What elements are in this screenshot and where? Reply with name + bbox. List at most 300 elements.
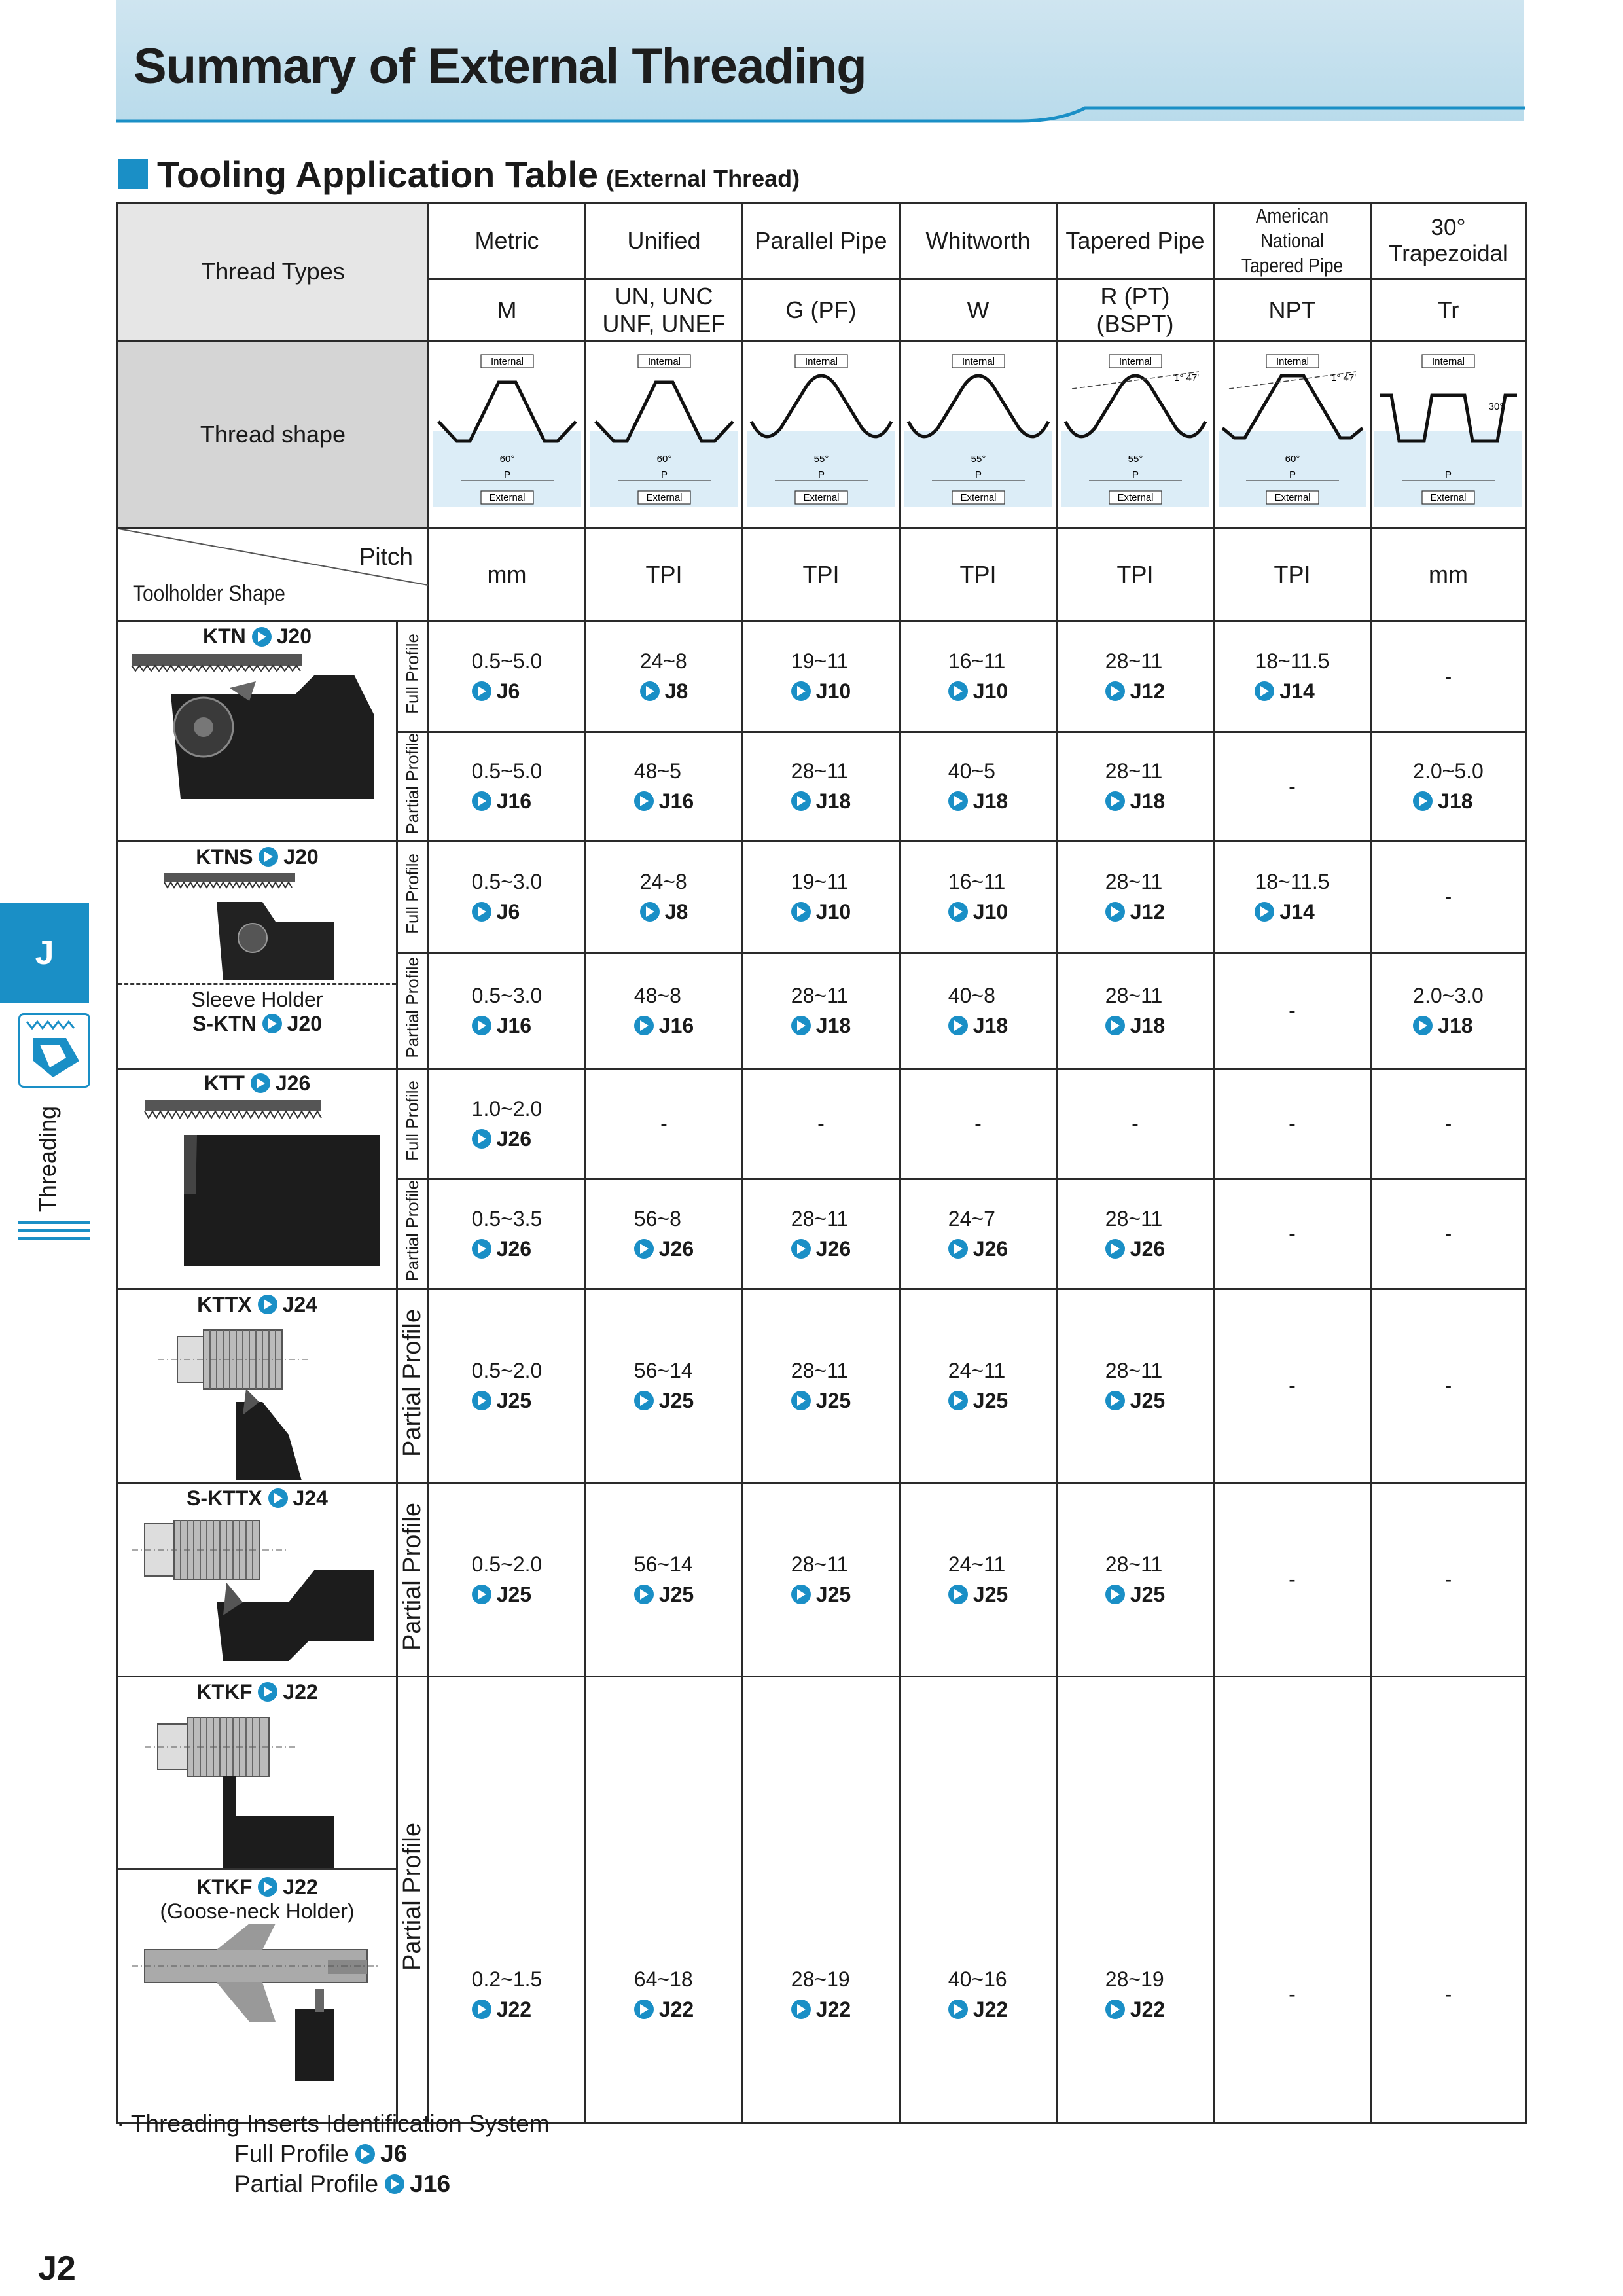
- chapter-tab[interactable]: J: [0, 903, 89, 1003]
- page-ref: J14: [1279, 899, 1315, 924]
- page-ref: J18: [815, 789, 851, 814]
- value-cell: [1214, 1179, 1371, 1289]
- svg-text:Internal: Internal: [804, 356, 838, 367]
- internal-label: [1109, 355, 1162, 368]
- internal-label: [481, 355, 533, 368]
- internal-label: [952, 355, 1005, 368]
- thread-types-header: Thread Types: [118, 203, 429, 341]
- page-ref-link[interactable]: [948, 1579, 1008, 1609]
- page-ref-link[interactable]: [791, 1234, 851, 1264]
- value-cell: [743, 1289, 900, 1482]
- ref-arrow-icon: [791, 2000, 811, 2019]
- ref-arrow-icon: [948, 791, 968, 811]
- holder-label: [118, 1680, 396, 1704]
- thread-profile-diagram: [902, 350, 1055, 513]
- cell-content: [791, 1549, 851, 1610]
- profile-cell: [397, 1289, 429, 1482]
- page-ref-link[interactable]: [948, 1994, 1008, 2024]
- svg-text:Internal: Internal: [1431, 356, 1465, 367]
- cell-content: [472, 756, 543, 817]
- page-ref-link[interactable]: [640, 676, 688, 706]
- cell-content: [634, 1549, 694, 1610]
- page-ref: J18: [1438, 1013, 1473, 1037]
- pitch-range: 28~11: [1105, 1206, 1163, 1230]
- page-ref: J26: [815, 1236, 851, 1261]
- holder-name: S-KTN: [192, 1011, 257, 1035]
- page-ref-link[interactable]: [1255, 897, 1314, 927]
- pitch-range: 28~19: [791, 1967, 850, 1991]
- pitch-range: 40~8: [948, 983, 995, 1007]
- value-cell: [1371, 841, 1526, 952]
- page-number: J2: [38, 2250, 76, 2287]
- sleeve-holder-label: Sleeve Holder: [191, 987, 323, 1011]
- pitch-range: 24~8: [639, 649, 687, 673]
- ref-arrow-icon: [948, 902, 968, 922]
- external-label: [1266, 491, 1319, 504]
- thread-angle-label: 55°: [971, 454, 986, 465]
- value-cell: [743, 621, 900, 732]
- internal-label: [1422, 355, 1474, 368]
- ref-arrow-icon: [791, 681, 811, 701]
- goose-neck-block: [118, 1868, 396, 2081]
- page-ref-link[interactable]: [634, 1234, 694, 1264]
- holder-ref[interactable]: J20: [287, 1011, 323, 1035]
- pitch-range: 56~8: [633, 1206, 681, 1230]
- page-ref: J25: [815, 1582, 851, 1606]
- holder-name: KTN: [202, 624, 246, 648]
- ref-arrow-icon: [948, 1391, 968, 1410]
- pitch-range: -: [1289, 1374, 1296, 1398]
- sleeve-holder-block: [118, 983, 396, 1036]
- pitch-range: 24~11: [948, 1552, 1006, 1576]
- ref-arrow-icon: [948, 1239, 968, 1259]
- section-subtitle: (External Thread): [606, 165, 800, 192]
- internal-label: [1266, 355, 1319, 368]
- ref-arrow-icon: [634, 2000, 654, 2019]
- page-ref-link[interactable]: [634, 1994, 694, 2024]
- page-ref: J10: [815, 679, 851, 703]
- external-label: [638, 491, 690, 504]
- ref-arrow-icon: [1255, 902, 1274, 922]
- page-ref-link[interactable]: [948, 1011, 1008, 1041]
- ref-arrow-icon: [1105, 2000, 1125, 2019]
- page-ref-link[interactable]: [1105, 1994, 1165, 2024]
- shape-cell-metric: [429, 341, 586, 528]
- page-ref: J22: [1130, 1997, 1166, 2021]
- cell-content: [640, 646, 688, 707]
- page-ref-link[interactable]: [640, 897, 688, 927]
- value-cell: [1214, 621, 1371, 732]
- pitch-unit: TPI: [1057, 528, 1214, 621]
- cell-content: [1255, 867, 1329, 927]
- thread-profile-diagram: [745, 350, 898, 513]
- pitch-range: 16~11: [948, 869, 1006, 893]
- value-cell: [429, 952, 586, 1069]
- page-ref: J6: [496, 679, 520, 703]
- profile-label: Full Profile: [402, 1081, 422, 1162]
- page-ref-link[interactable]: [948, 1234, 1008, 1264]
- ref-arrow-icon: [791, 1239, 811, 1259]
- page-ref-link[interactable]: [1105, 786, 1165, 816]
- value-cell: [1057, 952, 1214, 1069]
- ref-arrow-icon: [640, 902, 660, 922]
- skttx-holder-image: [118, 1511, 393, 1674]
- page-ref-link[interactable]: [948, 1386, 1008, 1416]
- pitch-unit: TPI: [900, 528, 1057, 621]
- pitch-range: 18~11.5: [1255, 869, 1330, 893]
- pitch-range: -: [1444, 664, 1452, 689]
- pitch-range: -: [1444, 1982, 1452, 2007]
- pitch-range: 2.0~3.0: [1413, 983, 1484, 1007]
- thread-profile-diagram: [431, 350, 584, 513]
- shape-cell-npt: [1214, 341, 1371, 528]
- pitch-range: 64~18: [633, 1967, 693, 1991]
- external-label: [481, 491, 533, 504]
- value-cell: [1371, 1676, 1526, 2123]
- external-label: [952, 491, 1005, 504]
- ref-arrow-icon: [1105, 1016, 1125, 1035]
- pitch-range: -: [1444, 1222, 1452, 1246]
- code-parallel-pipe: G (PF): [743, 279, 900, 341]
- section-title: Tooling Application Table: [157, 153, 599, 195]
- code-unified: [586, 279, 743, 341]
- cell-content: [1413, 980, 1484, 1041]
- ref-arrow-icon: [472, 1391, 491, 1410]
- page-ref: J16: [658, 789, 694, 814]
- profile-cell: [397, 1069, 429, 1179]
- cell-content: [634, 1355, 694, 1416]
- page-ref-link[interactable]: [948, 676, 1008, 706]
- page-ref-link[interactable]: [1413, 1011, 1472, 1041]
- page-ref-link[interactable]: [1105, 1579, 1165, 1609]
- page-ref-link[interactable]: [791, 676, 851, 706]
- holder-ref[interactable]: J26: [275, 1071, 311, 1095]
- thread-profile-diagram: [588, 350, 741, 513]
- svg-text:Internal: Internal: [490, 356, 524, 367]
- cell-content: [660, 1109, 668, 1139]
- pitch-range: 28~11: [791, 759, 849, 783]
- value-cell: [586, 732, 743, 842]
- ref-arrow-icon: [948, 2000, 968, 2019]
- shape-cell-unified: [586, 341, 743, 528]
- footnote-title: · Threading Inserts Identification System: [116, 2110, 550, 2137]
- pitch-holder-header: [118, 528, 429, 621]
- cell-content: [1105, 867, 1165, 927]
- ref-arrow-icon: [472, 1585, 491, 1604]
- cell-content: [948, 756, 1008, 817]
- ref-arrow-icon: [258, 1877, 277, 1897]
- profile-cell: [397, 1676, 429, 2123]
- pitch-range: 0.5~5.0: [471, 759, 543, 783]
- diagonal-divider: [118, 529, 428, 620]
- page-ref-link[interactable]: [791, 897, 851, 927]
- page-ref-link[interactable]: [1105, 1011, 1165, 1041]
- footnote-full-label: Full Profile: [234, 2140, 349, 2167]
- page-ref-link[interactable]: [634, 1579, 694, 1609]
- cell-content: [948, 1549, 1008, 1610]
- page-ref-link[interactable]: [634, 786, 694, 816]
- value-cell: [900, 1179, 1057, 1289]
- col-parallel-pipe: Parallel Pipe: [743, 203, 900, 279]
- page-ref: J25: [658, 1582, 694, 1606]
- page-ref-link[interactable]: [472, 1124, 531, 1154]
- page-ref-link[interactable]: [791, 786, 851, 816]
- value-cell: [1057, 1179, 1214, 1289]
- pitch-unit: mm: [1371, 528, 1526, 621]
- thread-angle-label: 55°: [1128, 454, 1143, 465]
- holder-label: [118, 845, 396, 869]
- ref-arrow-icon: [791, 902, 811, 922]
- value-cell: [1371, 1069, 1526, 1179]
- page-ref: J16: [496, 1013, 532, 1037]
- cell-content: [472, 980, 543, 1041]
- col-unified: Unified: [586, 203, 743, 279]
- ref-arrow-icon: [948, 681, 968, 701]
- value-cell: [586, 841, 743, 952]
- profile-label: Partial Profile: [399, 1822, 426, 1971]
- ref-arrow-icon: [634, 1391, 654, 1410]
- ref-arrow-icon: [251, 1073, 270, 1093]
- ref-arrow-icon: [258, 1295, 277, 1314]
- pitch-range: 16~11: [948, 649, 1006, 673]
- value-cell: [429, 841, 586, 952]
- thread-profile-diagram: [1372, 350, 1525, 513]
- code-trapezoidal: Tr: [1371, 279, 1526, 341]
- cell-content: [974, 1109, 982, 1139]
- cell-content: [791, 1964, 851, 2025]
- kttx-holder-image: [118, 1317, 393, 1480]
- value-cell: [429, 732, 586, 842]
- svg-text:External: External: [488, 492, 526, 503]
- pitch-symbol: P: [1444, 469, 1452, 480]
- page-ref-link[interactable]: [472, 1011, 531, 1041]
- page-ref: J16: [658, 1013, 694, 1037]
- svg-text:Internal: Internal: [1118, 356, 1152, 367]
- pitch-range: 28~19: [1105, 1967, 1164, 1991]
- ref-arrow-icon: [634, 1239, 654, 1259]
- cell-content: [472, 867, 543, 927]
- code-tapered-line2: (BSPT): [1096, 310, 1174, 337]
- pitch-range: 56~14: [633, 1358, 693, 1382]
- cell-content: [948, 1204, 1008, 1265]
- value-cell: [1214, 841, 1371, 952]
- ref-arrow-icon: [1105, 791, 1125, 811]
- pitch-range: 28~11: [1105, 759, 1163, 783]
- external-label: [1109, 491, 1162, 504]
- cell-content: [791, 980, 851, 1041]
- footnote-partial-ref[interactable]: J16: [410, 2170, 451, 2197]
- holder-ref[interactable]: J20: [283, 844, 319, 869]
- pitch-range: 24~7: [948, 1206, 995, 1230]
- page-ref-link[interactable]: [472, 1386, 531, 1416]
- ref-arrow-icon: [791, 1016, 811, 1035]
- value-cell: [900, 952, 1057, 1069]
- ref-arrow-icon: [791, 1585, 811, 1604]
- page-ref: J10: [972, 899, 1008, 924]
- pitch-unit: mm: [429, 528, 586, 621]
- footnote-full-ref[interactable]: J6: [380, 2140, 408, 2167]
- taper-angle-label: 1° 47': [1173, 372, 1199, 384]
- col-american-national-line1: American National: [1255, 204, 1329, 252]
- page-ref-link[interactable]: [791, 1011, 851, 1041]
- pitch-range: 0.5~3.0: [471, 869, 543, 893]
- pitch-range: -: [1289, 1112, 1296, 1136]
- holder-cell-ktt: [118, 1069, 397, 1289]
- value-cell: [1057, 1482, 1214, 1676]
- cell-content: [1445, 662, 1452, 692]
- pitch-range: 28~11: [1105, 1552, 1163, 1576]
- pitch-range: 1.0~2.0: [471, 1096, 543, 1121]
- ref-arrow-icon: [262, 1014, 282, 1033]
- value-cell: [1371, 1289, 1526, 1482]
- page-ref-link[interactable]: [472, 1234, 531, 1264]
- external-label: [1422, 491, 1474, 504]
- ref-arrow-icon: [1413, 791, 1433, 811]
- page-ref-link[interactable]: [791, 1994, 851, 2024]
- value-cell: [429, 1069, 586, 1179]
- thread-angle-label: 30°: [1488, 401, 1504, 412]
- value-cell: [1214, 1482, 1371, 1676]
- goose-neck-holder-image: [118, 1924, 393, 2081]
- col-american-national: [1214, 203, 1371, 279]
- page-ref-link[interactable]: [634, 1011, 694, 1041]
- page-ref-link[interactable]: [634, 1386, 694, 1416]
- page-ref: J18: [815, 1013, 851, 1037]
- cell-content: [1105, 1549, 1165, 1610]
- profile-cell: [397, 952, 429, 1069]
- pitch-range: 0.5~3.0: [471, 983, 543, 1007]
- page-ref-link[interactable]: [1105, 1234, 1165, 1264]
- page-ref-link[interactable]: [1105, 676, 1165, 706]
- holder-ref[interactable]: J24: [293, 1486, 328, 1510]
- value-cell: [1214, 1289, 1371, 1482]
- pitch-range: 24~8: [639, 869, 687, 893]
- page-ref-link[interactable]: [472, 786, 531, 816]
- page-ref: J25: [1130, 1582, 1166, 1606]
- holder-label: [118, 1486, 396, 1511]
- holder-ref[interactable]: J22: [283, 1874, 318, 1899]
- thread-angle-label: 60°: [656, 454, 671, 465]
- value-cell: [429, 621, 586, 732]
- value-cell: [743, 1482, 900, 1676]
- page-ref: J18: [1438, 789, 1473, 814]
- pitch-range: -: [1289, 774, 1296, 798]
- code-npt: NPT: [1214, 279, 1371, 341]
- pitch-range: 0.2~1.5: [471, 1967, 543, 1991]
- value-cell: [1057, 1289, 1214, 1482]
- page-ref: J18: [1130, 1013, 1166, 1037]
- ref-arrow-icon: [640, 681, 660, 701]
- page-ref-link[interactable]: [472, 1579, 531, 1609]
- holder-label: [118, 1012, 396, 1036]
- tooling-application-table: [116, 202, 1527, 2124]
- page-ref-link[interactable]: [472, 676, 520, 706]
- page-ref-link[interactable]: [1105, 897, 1165, 927]
- footnote-full-row: [116, 2139, 550, 2169]
- value-cell: [586, 1179, 743, 1289]
- cell-content: [472, 1204, 543, 1265]
- shape-cell-tapered: [1057, 341, 1214, 528]
- page-ref: J22: [815, 1997, 851, 2021]
- chapter-label: Threading: [34, 1106, 61, 1213]
- cell-content: [472, 646, 543, 707]
- page-ref-link[interactable]: [1105, 1386, 1165, 1416]
- holder-label: [118, 1875, 396, 1899]
- pitch-range: 0.5~5.0: [471, 649, 543, 673]
- pitch-range: 40~16: [948, 1967, 1007, 1991]
- holder-ref[interactable]: J24: [282, 1292, 317, 1316]
- cell-content: [948, 1964, 1008, 2025]
- page-ref-link[interactable]: [948, 897, 1008, 927]
- cell-content: [1132, 1109, 1139, 1139]
- cell-content: [948, 980, 1008, 1041]
- page-ref-link[interactable]: [791, 1579, 851, 1609]
- cell-content: [1445, 1564, 1452, 1594]
- ref-arrow-icon: [259, 847, 278, 867]
- page-ref: J18: [1130, 789, 1166, 814]
- pitch-unit: TPI: [743, 528, 900, 621]
- col-metric: Metric: [429, 203, 586, 279]
- page-ref-link[interactable]: [791, 1386, 851, 1416]
- page-ref: J26: [496, 1236, 532, 1261]
- code-whitworth: W: [900, 279, 1057, 341]
- code-tapered-line1: R (PT): [1100, 282, 1170, 310]
- value-cell: [586, 1289, 743, 1482]
- pitch-range: 28~11: [791, 1358, 849, 1382]
- cell-content: [948, 867, 1008, 927]
- internal-label: [795, 355, 847, 368]
- cell-content: [1105, 646, 1165, 707]
- holder-label: [118, 1293, 396, 1317]
- value-cell: [1057, 621, 1214, 732]
- page-ref: J25: [972, 1582, 1008, 1606]
- value-cell: [1371, 1482, 1526, 1676]
- ref-arrow-icon: [1105, 1585, 1125, 1604]
- page-ref-link[interactable]: [472, 1994, 531, 2024]
- holder-name: KTNS: [196, 844, 253, 869]
- ref-arrow-icon: [791, 1391, 811, 1410]
- pitch-range: 40~5: [948, 759, 995, 783]
- pitch-symbol: P: [1289, 469, 1296, 480]
- col-american-national-line2: Tapered Pipe: [1241, 254, 1344, 277]
- holder-name: KTTX: [197, 1292, 252, 1316]
- page-ref-link[interactable]: [1413, 786, 1472, 816]
- svg-text:Internal: Internal: [1275, 356, 1309, 367]
- value-cell: [743, 1676, 900, 2123]
- page-ref: J26: [972, 1236, 1008, 1261]
- cell-content: [472, 1094, 543, 1155]
- holder-shape-label: Toolholder Shape: [133, 581, 285, 606]
- cell-content: [1445, 1979, 1452, 2009]
- cell-content: [817, 1109, 825, 1139]
- holder-ref[interactable]: J22: [283, 1679, 318, 1704]
- ref-arrow-icon: [948, 1585, 968, 1604]
- page-ref-link[interactable]: [948, 786, 1008, 816]
- svg-text:External: External: [1430, 492, 1467, 503]
- page-ref-link[interactable]: [1255, 676, 1314, 706]
- cell-content: [1105, 1355, 1165, 1416]
- page-ref: J25: [658, 1388, 694, 1412]
- cell-content: [1255, 646, 1329, 707]
- ref-arrow-icon: [258, 1682, 277, 1702]
- holder-cell-kttx: [118, 1289, 397, 1482]
- ref-arrow-icon: [385, 2174, 404, 2194]
- pitch-range: 28~11: [791, 1206, 849, 1230]
- chapter-lines: [18, 1221, 90, 1245]
- page-ref-link[interactable]: [472, 897, 520, 927]
- value-cell: [429, 1676, 586, 2123]
- holder-ref[interactable]: J20: [276, 624, 312, 648]
